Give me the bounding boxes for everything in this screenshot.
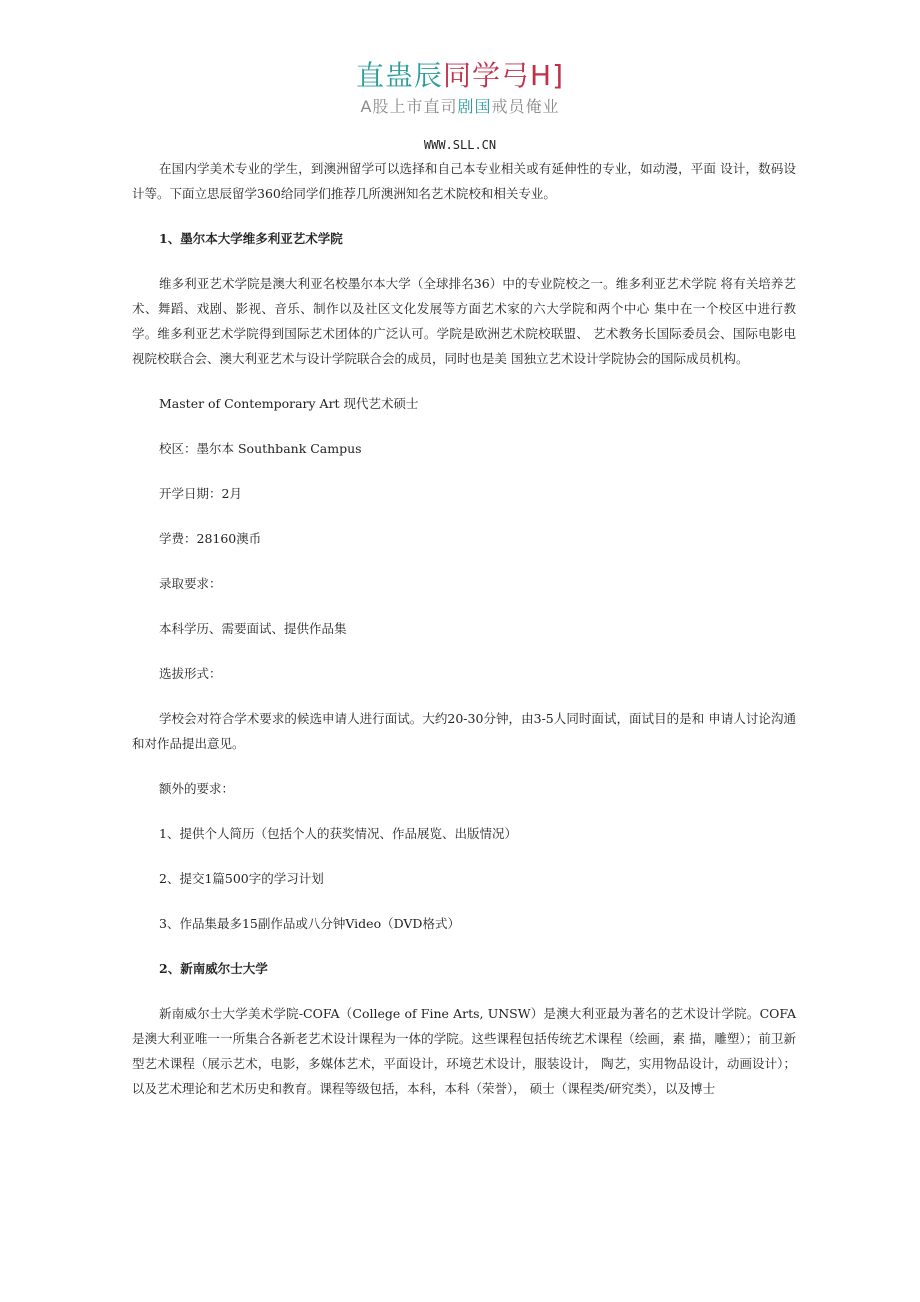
extra-requirements-label: 额外的要求： xyxy=(159,781,235,796)
section-heading-unsw: 2、新南威尔士大学 xyxy=(159,961,268,976)
admission-requirements: 本科学历、需要面试、提供作品集 xyxy=(159,621,347,636)
section-heading-melbourne: 1、墨尔本大学维多利亚艺术学院 xyxy=(159,231,343,246)
intro-paragraph: 在国内学美术专业的学生，到澳洲留学可以选择和自己本专业相关或有延伸性的专业，如动漫，平面 设计，数码设计等。下面立思辰留学360给同学们推荐几所澳洲知名艺术院校和相关专业。 xyxy=(132,161,796,201)
campus-info: 校区：墨尔本 Southbank Campus xyxy=(159,441,362,456)
logo-tagline xyxy=(0,96,920,118)
section-description-unsw: 新南威尔士大学美术学院-COFA（College of Fine Arts, UNSW）是澳大利亚最为著名的艺术设计学院。COFA是澳大利亚唯一一所集合各新老艺术设计课程为一体的学院。这些课程包括传统艺术课程（绘画，素 描，雕塑）；前卫新型艺术课程（展示艺术，电影，多媒体艺术，平面设计，环境艺术设计，服装设计， 陶艺，实用物品设计，动画设计）；以及艺术理论和艺术历史和教育。课程等级包括，本科，本科（荣誉）， 硕士（课程类/研究类），以及博士 xyxy=(132,1006,796,1096)
extra-requirement-item: 3、作品集最多15副作品或八分钟Video（DVD格式） xyxy=(159,916,460,931)
logo-tagline-part-1: A股上市直司 xyxy=(360,97,458,116)
admission-label: 录取要求： xyxy=(159,576,222,591)
document-body xyxy=(132,156,796,1101)
section-description-melbourne: 维多利亚艺术学院是澳大利亚名校墨尔本大学（全球排名36）中的专业院校之一。维多利亚艺术学院 将有关培养艺术、舞蹈、戏剧、影视、音乐、制作以及社区文化发展等方面艺术家的六大学院和两个中心 集中在一个校区中进行教学。维多利亚艺术学院得到国际艺术团体的广泛认可。学院是欧洲艺术院校联盟、 艺术教务长国际委员会、国际电影电视院校联合会、澳大利亚艺术与设计学院联合会的成员，同时也是美 国独立艺术设计学院协会的国际成员机构。 xyxy=(132,276,796,366)
program-title: Master of Contemporary Art 现代艺术硕士 xyxy=(159,396,419,411)
selection-description: 学校会对符合学术要求的候选申请人进行面试。大约20-30分钟，由3-5人同时面试，面试目的是和 申请人讨论沟通和对作品提出意见。 xyxy=(132,711,796,751)
logo-tagline-part-3: 戒员俺业 xyxy=(491,97,560,116)
selection-label: 选拔形式： xyxy=(159,666,222,681)
extra-requirement-item: 1、提供个人简历（包括个人的获奖情况、作品展览、出版情况） xyxy=(159,826,517,841)
website-url: WWW.SLL.CN xyxy=(423,138,497,152)
logo-title-part-2: 同学弓H] xyxy=(443,59,564,92)
logo-title-part-1: 直蛊辰 xyxy=(356,59,444,92)
logo xyxy=(0,58,920,118)
extra-requirement-item: 2、提交1篇500字的学习计划 xyxy=(159,871,324,886)
start-date-info: 开学日期：2月 xyxy=(159,486,242,501)
tuition-info: 学费：28160澳币 xyxy=(159,531,262,546)
logo-title xyxy=(0,58,920,94)
logo-tagline-part-2: 剧国 xyxy=(457,97,492,116)
